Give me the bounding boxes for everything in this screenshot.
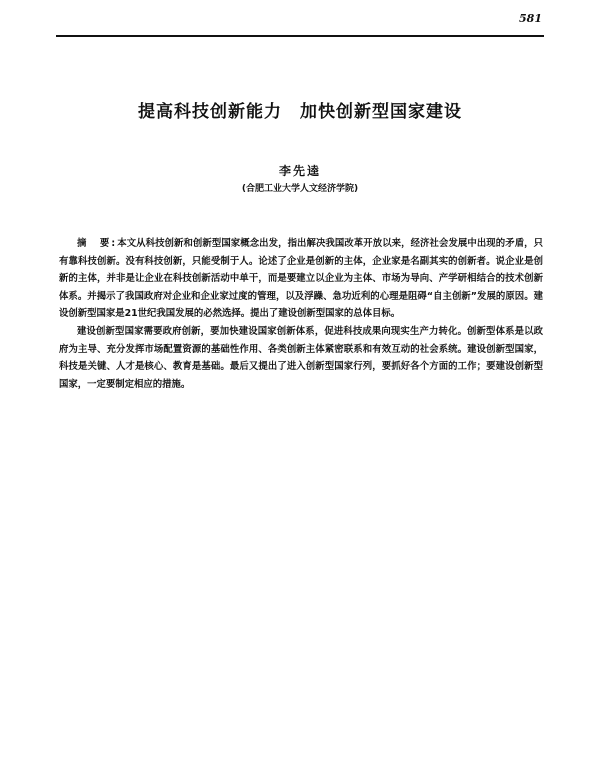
abstract-paragraph-2 xyxy=(59,323,543,393)
author-name: 李先逵 xyxy=(278,164,321,178)
header-rule xyxy=(56,35,544,37)
abstract xyxy=(59,235,543,393)
abstract-text-1: 本文从科技创新和创新型国家概念出发，指出解决我国改革开放以来，经济社会发展中出现的矛盾，只有靠科技创新。没有科技创新，只能受制于人。论述了企业是创新的主体，企业家是名副其实的创新者。说企业是创新的主体，并非是让企业在科技创新活动中单干，而是要建立以企业为主体、市场为导向、产学研相结合的技术创新体系。并揭示了我国政府对企业和企业家过度的管理，以及浮躁、急功近利的心理是阻碍“自主创新”发展的原因。建设创新型国家是21世纪我国发展的必然选择。提出了建设创新型国家的总体目标。 xyxy=(59,238,543,320)
page-number: 581 xyxy=(519,12,542,25)
abstract-paragraph-1 xyxy=(59,235,543,323)
abstract-label: 摘 要: xyxy=(77,238,118,249)
article-title: 提高科技创新能力 加快创新型国家建设 xyxy=(138,102,462,122)
author-affiliation: (合肥工业大学人文经济学院) xyxy=(241,184,359,194)
abstract-text-2: 建设创新型国家需要政府创新，要加快建设国家创新体系，促进科技成果向现实生产力转化。创新型体系是以政府为主导、充分发挥市场配置资源的基础性作用、各类创新主体紧密联系和有效互动的社会系统。建设创新型国家，科技是关键、人才是核心、教育是基础。最后又提出了进入创新型国家行列，要抓好各个方面的工作；要建设创新型国家，一定要制定相应的措施。 xyxy=(59,325,543,390)
